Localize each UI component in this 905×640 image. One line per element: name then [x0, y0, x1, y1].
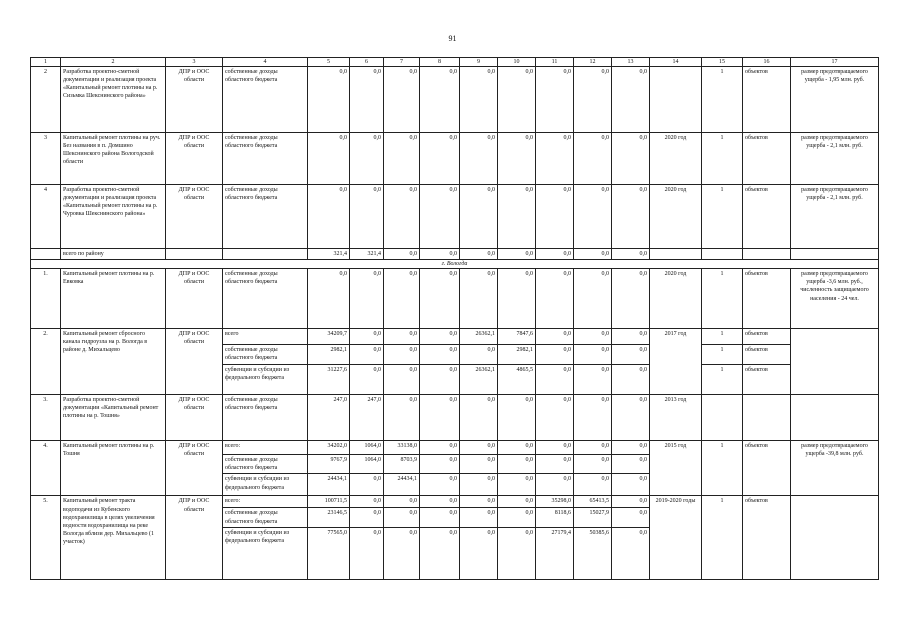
value-cell: 7847,6	[498, 329, 536, 345]
expected-effect: размер предотвращаемого ущерба - 2,1 млн. руб.	[791, 185, 879, 249]
value-cell: 4865,5	[498, 365, 536, 395]
table-row	[31, 496, 879, 508]
value-cell: 0,0	[420, 527, 460, 579]
row-number: 3	[31, 133, 61, 185]
value-cell: 0,0	[460, 441, 498, 455]
value-cell: 8703,9	[384, 455, 420, 474]
row-number: 5.	[31, 496, 61, 579]
value-cell: 0,0	[574, 455, 612, 474]
value-cell: 0,0	[384, 133, 420, 185]
term: 2013 год	[650, 395, 702, 441]
activity-name: Разработка проектно-сметной документации и реализация проекта «Капитальный ремонт плотины на р. Чуровка Шекснинского района»	[61, 185, 166, 249]
total-label: всего по району	[61, 249, 166, 260]
value-cell: 0,0	[612, 508, 650, 527]
activity-name: Капитальный ремонт плотины на р. Тошня	[61, 441, 166, 496]
value-cell: 0,0	[536, 365, 574, 395]
column-header: 2	[61, 58, 166, 67]
total-value: 0,0	[420, 249, 460, 260]
value-cell: 0,0	[574, 269, 612, 329]
value-cell: 0,0	[460, 508, 498, 527]
value-cell: 0,0	[536, 329, 574, 345]
value-cell: 0,0	[420, 133, 460, 185]
value-cell: 77565,0	[308, 527, 350, 579]
column-header: 12	[574, 58, 612, 67]
section-title: г. Вологда	[31, 260, 879, 269]
value-cell: 0,0	[574, 474, 612, 496]
value-cell: 247,0	[350, 395, 384, 441]
table-row	[31, 67, 879, 133]
value-cell: 0,0	[460, 455, 498, 474]
object-count: 1	[702, 185, 743, 249]
value-cell: 0,0	[350, 527, 384, 579]
value-cell: 0,0	[498, 269, 536, 329]
value-cell: 0,0	[460, 185, 498, 249]
value-cell: 0,0	[384, 508, 420, 527]
value-cell: 9767,9	[308, 455, 350, 474]
total-value: 321,4	[350, 249, 384, 260]
value-cell: 0,0	[612, 441, 650, 455]
value-cell: 0,0	[420, 474, 460, 496]
activity-name: Капитальный ремонт плотины на р. Евковка	[61, 269, 166, 329]
value-cell: 0,0	[460, 474, 498, 496]
row-number: 3.	[31, 395, 61, 441]
table-row	[31, 133, 879, 185]
value-cell: 0,0	[308, 67, 350, 133]
value-cell: 0,0	[350, 185, 384, 249]
value-cell: 35298,0	[536, 496, 574, 508]
value-cell: 0,0	[536, 269, 574, 329]
value-cell: 0,0	[536, 345, 574, 365]
table-row	[31, 329, 879, 345]
value-cell: 0,0	[612, 269, 650, 329]
object-count: 1	[702, 365, 743, 395]
table-row	[31, 185, 879, 249]
value-cell: 0,0	[384, 185, 420, 249]
unit: объектов	[743, 365, 791, 395]
value-cell: 0,0	[460, 133, 498, 185]
value-cell: 0,0	[384, 269, 420, 329]
funding-source: всего:	[223, 441, 308, 455]
value-cell: 0,0	[574, 395, 612, 441]
funding-source: собственные доходы областного бюджета	[223, 67, 308, 133]
value-cell: 0,0	[460, 269, 498, 329]
total-value: 0,0	[498, 249, 536, 260]
executor: ДПР и ООС области	[166, 329, 223, 395]
activity-name: Капитальный ремонт тракта водоподачи из Кубенского водохранилища в целях увеличения водности водохранилища на реке Вологда вблизи дер. Михальцево (1 участок)	[61, 496, 166, 579]
value-cell: 8118,6	[536, 508, 574, 527]
executor: ДПР и ООС области	[166, 395, 223, 441]
value-cell: 0,0	[420, 185, 460, 249]
value-cell: 0,0	[420, 345, 460, 365]
term: 2019-2020 годы	[650, 496, 702, 579]
executor: ДПР и ООС области	[166, 496, 223, 579]
value-cell: 0,0	[498, 133, 536, 185]
value-cell: 0,0	[420, 365, 460, 395]
executor: ДПР и ООС области	[166, 185, 223, 249]
column-header: 13	[612, 58, 650, 67]
value-cell: 50385,6	[574, 527, 612, 579]
value-cell: 0,0	[420, 395, 460, 441]
activity-name: Капитальный ремонт плотины на руч. Без названия в п. Домшино Шекснинского района Вологодской области	[61, 133, 166, 185]
object-count: 1	[702, 133, 743, 185]
page-number: 91	[448, 34, 457, 43]
total-value: 0,0	[574, 249, 612, 260]
value-cell: 0,0	[350, 365, 384, 395]
funding-source: собственные доходы областного бюджета	[223, 269, 308, 329]
value-cell: 0,0	[384, 395, 420, 441]
value-cell: 0,0	[574, 133, 612, 185]
object-count: 1	[702, 345, 743, 365]
value-cell: 0,0	[612, 527, 650, 579]
value-cell: 0,0	[308, 269, 350, 329]
value-cell: 0,0	[308, 185, 350, 249]
funding-source: собственные доходы областного бюджета	[223, 508, 308, 527]
value-cell: 27179,4	[536, 527, 574, 579]
activity-name: Разработка проектно-сметной документации «Капитальный ремонт плотины на р. Тошня»	[61, 395, 166, 441]
value-cell: 0,0	[612, 365, 650, 395]
value-cell: 0,0	[460, 345, 498, 365]
column-header: 11	[536, 58, 574, 67]
term: 2020 год	[650, 133, 702, 185]
value-cell: 0,0	[574, 67, 612, 133]
value-cell: 0,0	[460, 527, 498, 579]
column-header: 4	[223, 58, 308, 67]
total-value: 0,0	[612, 249, 650, 260]
funding-source: субвенции и субсидии из федерального бюджета	[223, 365, 308, 395]
value-cell: 0,0	[536, 455, 574, 474]
funding-source: собственные доходы областного бюджета	[223, 185, 308, 249]
value-cell: 0,0	[420, 269, 460, 329]
executor: ДПР и ООС области	[166, 269, 223, 329]
funding-source: собственные доходы областного бюджета	[223, 133, 308, 185]
value-cell: 0,0	[350, 345, 384, 365]
section-header-row	[31, 260, 879, 269]
value-cell: 247,0	[308, 395, 350, 441]
table-row	[31, 269, 879, 329]
value-cell: 0,0	[536, 67, 574, 133]
value-cell: 34209,7	[308, 329, 350, 345]
value-cell: 0,0	[612, 395, 650, 441]
value-cell: 0,0	[498, 185, 536, 249]
value-cell: 0,0	[536, 474, 574, 496]
value-cell: 26362,1	[460, 365, 498, 395]
value-cell: 24434,1	[308, 474, 350, 496]
value-cell: 15027,9	[574, 508, 612, 527]
value-cell: 0,0	[350, 474, 384, 496]
table-row	[31, 441, 879, 455]
value-cell: 0,0	[350, 133, 384, 185]
value-cell: 0,0	[612, 67, 650, 133]
value-cell: 0,0	[612, 455, 650, 474]
expected-effect: размер предотвращаемого ущерба - 1,95 млн. руб.	[791, 67, 879, 133]
value-cell: 0,0	[498, 508, 536, 527]
unit: объектов	[743, 185, 791, 249]
term: 2020 год	[650, 269, 702, 329]
total-value: 321,4	[308, 249, 350, 260]
value-cell: 0,0	[612, 474, 650, 496]
column-header: 14	[650, 58, 702, 67]
value-cell: 0,0	[574, 185, 612, 249]
column-number-row	[31, 58, 879, 67]
value-cell: 0,0	[498, 441, 536, 455]
value-cell: 0,0	[498, 474, 536, 496]
row-number: 2	[31, 67, 61, 133]
activity-name: Разработка проектно-сметной документации и реализация проекта «Капитальный ремонт плотины на р. Сизьмка Шекснинского района»	[61, 67, 166, 133]
value-cell: 0,0	[460, 496, 498, 508]
value-cell: 0,0	[384, 329, 420, 345]
value-cell: 0,0	[612, 496, 650, 508]
term	[650, 67, 702, 133]
column-header: 10	[498, 58, 536, 67]
value-cell: 0,0	[574, 441, 612, 455]
unit: объектов	[743, 345, 791, 365]
unit: объектов	[743, 133, 791, 185]
value-cell: 0,0	[460, 395, 498, 441]
value-cell: 0,0	[384, 365, 420, 395]
funding-source: собственные доходы областного бюджета	[223, 395, 308, 441]
column-header: 15	[702, 58, 743, 67]
column-header: 16	[743, 58, 791, 67]
value-cell: 0,0	[574, 345, 612, 365]
object-count: 1	[702, 496, 743, 579]
value-cell: 1064,0	[350, 455, 384, 474]
expected-effect	[791, 329, 879, 395]
expected-effect: размер предотвращаемого ущерба - 2,1 млн. руб.	[791, 133, 879, 185]
total-value: 0,0	[460, 249, 498, 260]
object-count: 1	[702, 329, 743, 345]
value-cell: 100711,5	[308, 496, 350, 508]
value-cell: 0,0	[350, 329, 384, 345]
value-cell: 0,0	[308, 133, 350, 185]
value-cell: 0,0	[350, 67, 384, 133]
value-cell: 0,0	[420, 455, 460, 474]
total-value: 0,0	[536, 249, 574, 260]
value-cell: 0,0	[420, 496, 460, 508]
executor: ДПР и ООС области	[166, 441, 223, 496]
value-cell: 0,0	[460, 67, 498, 133]
funding-source: собственные доходы областного бюджета	[223, 455, 308, 474]
value-cell: 0,0	[420, 508, 460, 527]
row-number: 1.	[31, 269, 61, 329]
value-cell: 2982,1	[308, 345, 350, 365]
value-cell: 0,0	[536, 185, 574, 249]
value-cell: 31227,6	[308, 365, 350, 395]
column-header: 1	[31, 58, 61, 67]
value-cell: 34202,0	[308, 441, 350, 455]
value-cell: 0,0	[384, 345, 420, 365]
value-cell: 0,0	[498, 395, 536, 441]
funding-source: всего	[223, 329, 308, 345]
row-number: 4	[31, 185, 61, 249]
executor: ДПР и ООС области	[166, 67, 223, 133]
value-cell: 33138,0	[384, 441, 420, 455]
executor: ДПР и ООС области	[166, 133, 223, 185]
value-cell: 0,0	[350, 496, 384, 508]
value-cell: 0,0	[574, 329, 612, 345]
expected-effect: размер предотвращаемого ущерба -39,8 млн. руб.	[791, 441, 879, 496]
column-header: 9	[460, 58, 498, 67]
column-header: 17	[791, 58, 879, 67]
column-header: 8	[420, 58, 460, 67]
row-number: 4.	[31, 441, 61, 496]
value-cell: 0,0	[384, 527, 420, 579]
funding-source: субвенции и субсидии из федерального бюджета	[223, 474, 308, 496]
value-cell: 0,0	[384, 496, 420, 508]
value-cell: 0,0	[498, 455, 536, 474]
object-count: 1	[702, 441, 743, 496]
value-cell: 0,0	[498, 496, 536, 508]
object-count: 1	[702, 269, 743, 329]
value-cell: 65413,5	[574, 496, 612, 508]
column-header: 7	[384, 58, 420, 67]
value-cell: 0,0	[612, 345, 650, 365]
term: 2015 год	[650, 441, 702, 496]
column-header: 6	[350, 58, 384, 67]
row-number: 2.	[31, 329, 61, 395]
unit: объектов	[743, 329, 791, 345]
value-cell: 0,0	[536, 441, 574, 455]
value-cell: 1064,0	[350, 441, 384, 455]
program-table	[30, 57, 879, 580]
unit: объектов	[743, 496, 791, 579]
activity-name: Капитальный ремонт сбросного канала гидроузла на р. Вологда в районе д. Михальцево	[61, 329, 166, 395]
unit: объектов	[743, 67, 791, 133]
value-cell: 0,0	[612, 185, 650, 249]
expected-effect: размер предотвращаемого ущерба -3,6 млн. руб., численность защищаемого населения - 24 чел.	[791, 269, 879, 329]
district-total-row	[31, 249, 879, 260]
unit: объектов	[743, 441, 791, 496]
value-cell: 26362,1	[460, 329, 498, 345]
funding-source: всего:	[223, 496, 308, 508]
value-cell: 0,0	[612, 329, 650, 345]
total-value: 0,0	[384, 249, 420, 260]
value-cell: 0,0	[420, 329, 460, 345]
value-cell: 0,0	[498, 67, 536, 133]
value-cell: 2982,1	[498, 345, 536, 365]
unit: объектов	[743, 269, 791, 329]
value-cell: 0,0	[612, 133, 650, 185]
expected-effect	[791, 496, 879, 579]
value-cell: 0,0	[350, 508, 384, 527]
value-cell: 0,0	[574, 365, 612, 395]
term: 2017 год	[650, 329, 702, 395]
term: 2020 год	[650, 185, 702, 249]
column-header: 5	[308, 58, 350, 67]
value-cell: 0,0	[420, 67, 460, 133]
value-cell: 0,0	[384, 67, 420, 133]
value-cell: 0,0	[498, 527, 536, 579]
object-count: 1	[702, 67, 743, 133]
value-cell: 0,0	[350, 269, 384, 329]
funding-source: субвенции и субсидии из федерального бюджета	[223, 527, 308, 579]
value-cell: 0,0	[536, 395, 574, 441]
funding-source: собственные доходы областного бюджета	[223, 345, 308, 365]
value-cell: 0,0	[536, 133, 574, 185]
table-row	[31, 395, 879, 441]
value-cell: 24434,1	[384, 474, 420, 496]
value-cell: 23146,5	[308, 508, 350, 527]
value-cell: 0,0	[420, 441, 460, 455]
column-header: 3	[166, 58, 223, 67]
